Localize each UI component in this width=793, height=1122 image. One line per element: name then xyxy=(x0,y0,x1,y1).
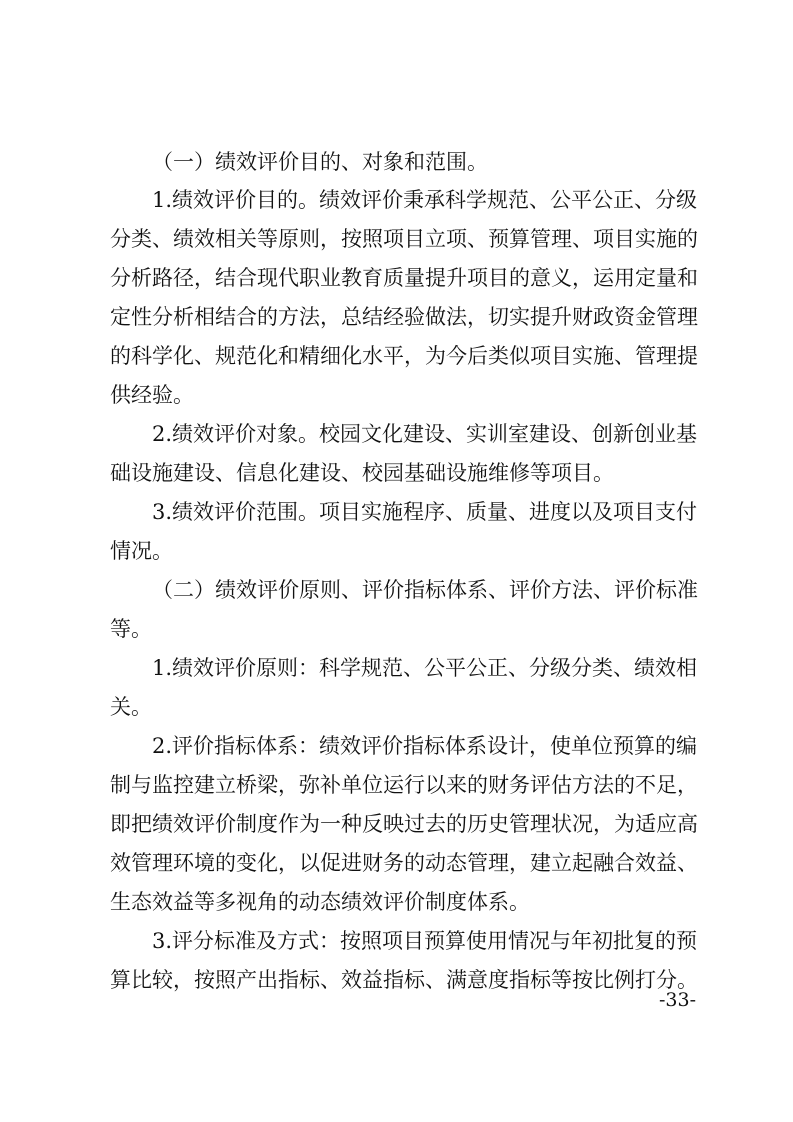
paragraph-line: 2.评价指标体系：绩效评价指标体系设计，使单位预算的编 xyxy=(152,734,698,758)
paragraph-line: 1.绩效评价目的。绩效评价秉承科学规范、公平公正、分级 xyxy=(152,188,698,212)
paragraph-line: 生态效益等多视角的动态绩效评价制度体系。 xyxy=(110,890,530,914)
paragraph-line: 效管理环境的变化，以促进财务的动态管理，建立起融合效益、 xyxy=(110,851,698,875)
paragraph-line: 的科学化、规范化和精细化水平，为今后类似项目实施、管理提 xyxy=(110,344,698,368)
paragraph-line: 供经验。 xyxy=(110,383,194,407)
page-number: -33- xyxy=(658,989,696,1011)
paragraph-line: 情况。 xyxy=(110,539,173,563)
paragraph-line: 3.评分标准及方式：按照项目预算使用情况与年初批复的预 xyxy=(152,929,698,953)
paragraph-line: 础设施建设、信息化建设、校园基础设施维修等项目。 xyxy=(110,461,614,485)
paragraph-line: 1.绩效评价原则：科学规范、公平公正、分级分类、绩效相 xyxy=(152,656,698,680)
section-heading-purpose: （一）绩效评价目的、对象和范围。 xyxy=(152,150,488,174)
section-heading-principles-cont: 等。 xyxy=(110,617,152,641)
paragraph-line: 3.绩效评价范围。项目实施程序、质量、进度以及项目支付 xyxy=(152,500,698,524)
paragraph-line: 分析路径，结合现代职业教育质量提升项目的意义，运用定量和 xyxy=(110,266,698,290)
paragraph-line: 定性分析相结合的方法，总结经验做法，切实提升财政资金管理 xyxy=(110,305,698,329)
section-heading-principles: （二）绩效评价原则、评价指标体系、评价方法、评价标准 xyxy=(152,578,698,602)
paragraph-line: 即把绩效评价制度作为一种反映过去的历史管理状况，为适应高 xyxy=(110,812,698,836)
paragraph-line: 分类、绩效相关等原则，按照项目立项、预算管理、项目实施的 xyxy=(110,227,698,251)
paragraph-line: 算比较，按照产出指标、效益指标、满意度指标等按比例打分。 xyxy=(110,968,698,992)
paragraph-line: 2.绩效评价对象。校园文化建设、实训室建设、创新创业基 xyxy=(152,422,698,446)
paragraph-line: 关。 xyxy=(110,695,152,719)
paragraph-line: 制与监控建立桥梁，弥补单位运行以来的财务评估方法的不足， xyxy=(110,773,698,797)
